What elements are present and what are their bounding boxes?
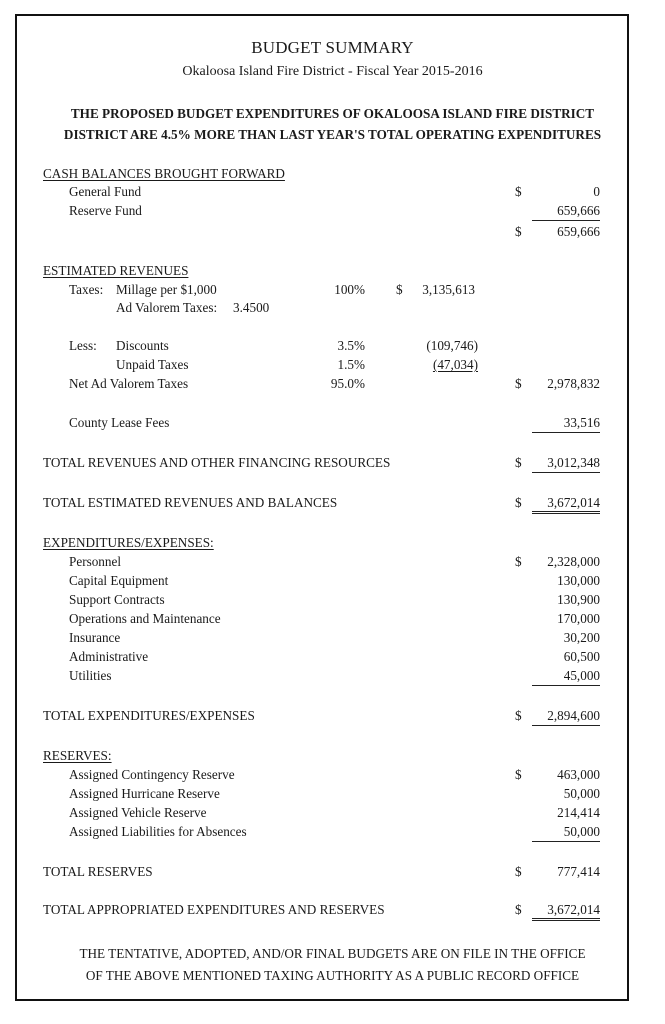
reserves-heading: RESERVES: bbox=[43, 748, 112, 763]
notice-line-1: THE PROPOSED BUDGET EXPENDITURES OF OKALOOSA ISLAND FIRE DISTRICT bbox=[70, 106, 595, 121]
footer-line-2: OF THE ABOVE MENTIONED TAXING AUTHORITY AS A PUBLIC RECORD OFFICE bbox=[85, 968, 580, 983]
reserve-label: Assigned Hurricane Reserve bbox=[69, 786, 220, 801]
total-revenues-balances-currency: $ bbox=[515, 495, 522, 510]
total-revenues-amount: 3,012,348 bbox=[532, 455, 600, 473]
total-reserves-label: TOTAL RESERVES bbox=[43, 864, 153, 879]
reserve-label: Assigned Liabilities for Absences bbox=[69, 824, 247, 839]
millage-currency: $ bbox=[396, 282, 403, 297]
county-lease-amount: 33,516 bbox=[532, 415, 600, 433]
document-title: BUDGET SUMMARY bbox=[251, 38, 414, 57]
expenditures-heading: EXPENDITURES/EXPENSES: bbox=[43, 535, 214, 550]
discounts-amount: (109,746) bbox=[426, 338, 478, 353]
reserve-label: Assigned Contingency Reserve bbox=[69, 767, 235, 782]
expenditure-label: Personnel bbox=[69, 554, 122, 569]
grand-total-amount: 3,672,014 bbox=[532, 902, 600, 921]
ad-valorem-rate: 3.4500 bbox=[233, 300, 270, 315]
unpaid-taxes-label: Unpaid Taxes bbox=[116, 357, 189, 372]
unpaid-taxes-amount: (47,034) bbox=[432, 357, 478, 372]
total-revenues-label: TOTAL REVENUES AND OTHER FINANCING RESOURCES bbox=[43, 455, 391, 470]
reserve-amount: 463,000 bbox=[557, 767, 600, 782]
expenditure-amount: 170,000 bbox=[557, 611, 600, 626]
expenditure-label: Utilities bbox=[69, 668, 112, 683]
expenditure-label: Operations and Maintenance bbox=[69, 611, 221, 626]
unpaid-taxes-pct: 1.5% bbox=[337, 357, 365, 372]
county-lease-label: County Lease Fees bbox=[69, 415, 170, 430]
expenditure-amount: 2,328,000 bbox=[547, 554, 600, 569]
general-fund-amount: 0 bbox=[593, 184, 600, 199]
cash-balances-total-amount: 659,666 bbox=[557, 224, 600, 239]
millage-pct: 100% bbox=[334, 282, 365, 297]
reserve-fund-label: Reserve Fund bbox=[69, 203, 142, 218]
ad-valorem-label: Ad Valorem Taxes: bbox=[116, 300, 218, 315]
grand-total-label: TOTAL APPROPRIATED EXPENDITURES AND RESERVES bbox=[43, 902, 385, 917]
total-expenditures-currency: $ bbox=[515, 708, 522, 723]
expenditure-amount: 45,000 bbox=[532, 668, 600, 686]
expenditure-label: Capital Equipment bbox=[69, 573, 169, 588]
expenditure-amount: 130,000 bbox=[557, 573, 600, 588]
total-reserves-currency: $ bbox=[515, 864, 522, 879]
discounts-pct: 3.5% bbox=[337, 338, 365, 353]
notice-line-2: DISTRICT ARE 4.5% MORE THAN LAST YEAR'S TOTAL OPERATING EXPENDITURES bbox=[63, 127, 602, 142]
taxes-prefix: Taxes: bbox=[69, 282, 104, 297]
footer-line-1: THE TENTATIVE, ADOPTED, AND/OR FINAL BUDGETS ARE ON FILE IN THE OFFICE bbox=[79, 946, 586, 961]
millage-label: Millage per $1,000 bbox=[116, 282, 217, 297]
reserve-fund-amount: 659,666 bbox=[532, 203, 600, 221]
net-ad-valorem-amount: 2,978,832 bbox=[547, 376, 600, 391]
cash-balances-total-currency: $ bbox=[515, 224, 522, 239]
general-fund-currency: $ bbox=[515, 184, 522, 199]
millage-amount: 3,135,613 bbox=[422, 282, 475, 297]
total-revenues-currency: $ bbox=[515, 455, 522, 470]
total-revenues-balances-label: TOTAL ESTIMATED REVENUES AND BALANCES bbox=[43, 495, 338, 510]
total-expenditures-amount: 2,894,600 bbox=[532, 708, 600, 726]
net-ad-valorem-label: Net Ad Valorem Taxes bbox=[69, 376, 189, 391]
general-fund-label: General Fund bbox=[69, 184, 142, 199]
expenditure-amount: 60,500 bbox=[563, 649, 600, 664]
reserve-label: Assigned Vehicle Reserve bbox=[69, 805, 207, 820]
grand-total-currency: $ bbox=[515, 902, 522, 917]
expenditure-label: Insurance bbox=[69, 630, 121, 645]
reserve-amount: 50,000 bbox=[532, 824, 600, 842]
expenditure-label: Support Contracts bbox=[69, 592, 165, 607]
discounts-label: Discounts bbox=[116, 338, 169, 353]
cash-balances-heading: CASH BALANCES BROUGHT FORWARD bbox=[43, 166, 285, 181]
estimated-revenues-heading: ESTIMATED REVENUES bbox=[43, 263, 189, 278]
reserve-amount: 214,414 bbox=[557, 805, 600, 820]
reserve-currency: $ bbox=[515, 767, 522, 782]
less-prefix: Less: bbox=[69, 338, 97, 353]
expenditure-amount: 130,900 bbox=[557, 592, 600, 607]
document-subtitle: Okaloosa Island Fire District - Fiscal Year 2015-2016 bbox=[182, 64, 483, 79]
total-expenditures-label: TOTAL EXPENDITURES/EXPENSES bbox=[43, 708, 255, 723]
expenditure-label: Administrative bbox=[69, 649, 149, 664]
total-reserves-amount: 777,414 bbox=[557, 864, 600, 879]
expenditure-currency: $ bbox=[515, 554, 522, 569]
reserve-amount: 50,000 bbox=[563, 786, 600, 801]
expenditure-amount: 30,200 bbox=[563, 630, 600, 645]
total-revenues-balances-amount: 3,672,014 bbox=[532, 495, 600, 514]
net-ad-valorem-pct: 95.0% bbox=[330, 376, 365, 391]
net-ad-valorem-currency: $ bbox=[515, 376, 522, 391]
